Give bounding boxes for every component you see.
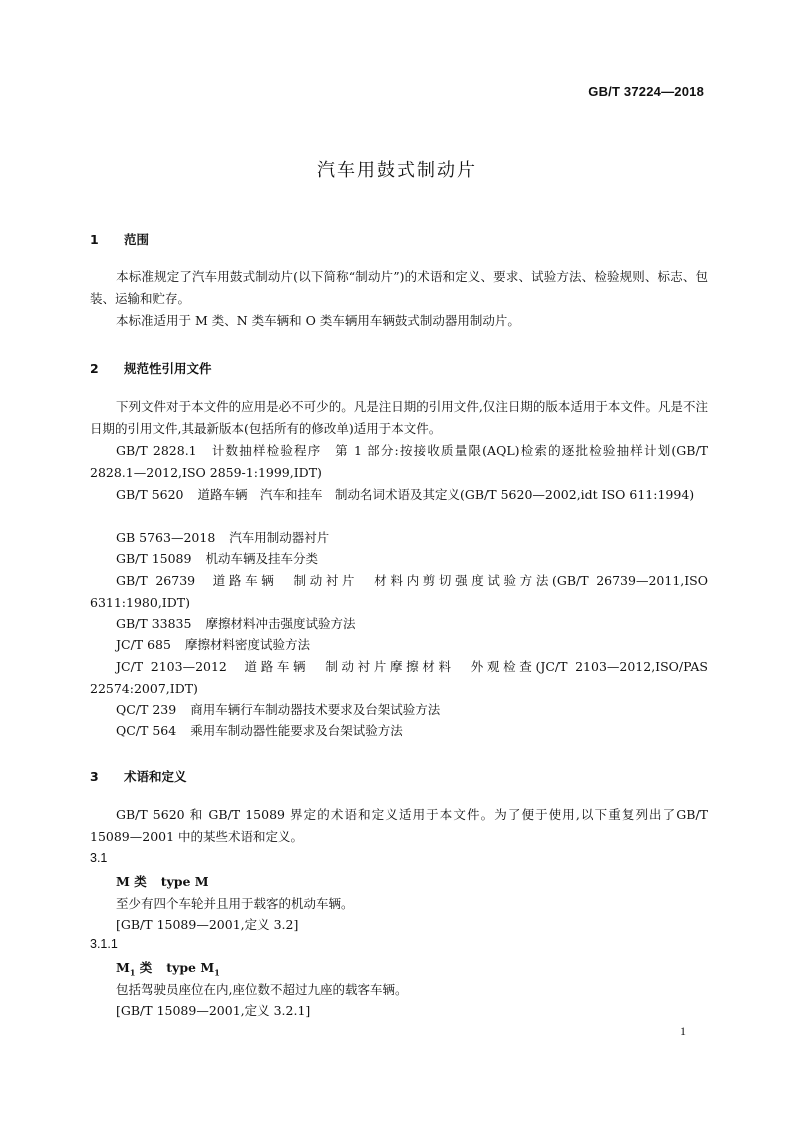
term-definition: 至少有四个车轮并且用于载客的机动车辆。 [116, 896, 354, 911]
section-2-heading: 2 规范性引用文件 [90, 361, 212, 376]
reference-item: GB/T 26739 道路车辆 制动衬片 材料内剪切强度试验方法(GB/T 26739—2011,ISO 6311:1980,IDT) [90, 573, 708, 610]
section-3-heading: 3 术语和定义 [90, 769, 187, 784]
section-title: 规范性引用文件 [124, 361, 212, 376]
section-1-heading [90, 230, 149, 248]
reference-item: JC/T 2103—2012 道路车辆 制动衬片摩擦材料 外观检查(JC/T 2103—2012,ISO/PAS 22574:2007,IDT) [90, 659, 708, 696]
section-title: 范围 [124, 232, 150, 247]
section-3-intro: GB/T 5620 和 GB/T 15089 界定的术语和定义适用于本文件。为了便于使用,以下重复列出了GB/T 15089—2001 中的某些术语和定义。 [90, 807, 708, 844]
section-1-paragraph-1: 本标准规定了汽车用鼓式制动片(以下简称“制动片”)的术语和定义、要求、试验方法、检验规则、标志、包装、运输和贮存。 [90, 269, 708, 306]
section-title: 术语和定义 [124, 769, 187, 784]
clause-number: 3.1 [90, 851, 108, 865]
term-source: [GB/T 15089—2001,定义 3.2] [116, 917, 299, 932]
reference-item: GB 5763—2018 汽车用制动器衬片 [116, 530, 330, 545]
standard-code: GB/T 37224—2018 [588, 84, 704, 99]
section-2-intro: 下列文件对于本文件的应用是必不可少的。凡是注日期的引用文件,仅注日期的版本适用于本文件。凡是不注日期的引用文件,其最新版本(包括所有的修改单)适用于本文件。 [90, 399, 708, 436]
term-definition: 包括驾驶员座位在内,座位数不超过九座的载客车辆。 [116, 982, 408, 997]
reference-item: QC/T 564 乘用车制动器性能要求及台架试验方法 [116, 723, 403, 738]
term-heading: $M_1$ 类 type $M_1$ [116, 960, 220, 978]
page-number: 1 [680, 1024, 686, 1038]
section-1-paragraph-2: 本标准适用于 M 类、N 类车辆和 O 类车辆用车辆鼓式制动器用制动片。 [116, 313, 520, 328]
clause-number: 3.1.1 [90, 937, 118, 951]
reference-item: GB/T 2828.1 计数抽样检验程序 第 1 部分:按接收质量限(AQL)检索的逐批检验抽样计划(GB/T 2828.1—2012,ISO 2859-1:1999,IDT) [90, 443, 708, 480]
document-title: 汽车用鼓式制动片 [317, 160, 477, 181]
reference-item: GB/T 5620 道路车辆 汽车和挂车 制动名词术语及其定义(GB/T 5620—2002,idt ISO 611:1994) [116, 487, 695, 502]
term-heading: M 类 type M [116, 874, 209, 889]
term-source: [GB/T 15089—2001,定义 3.2.1] [116, 1003, 311, 1018]
reference-item: JC/T 685 摩擦材料密度试验方法 [116, 637, 310, 652]
section-number: 1 [90, 232, 99, 247]
reference-item: GB/T 15089 机动车辆及挂车分类 [116, 551, 318, 566]
reference-item: QC/T 239 商用车辆行车制动器技术要求及台架试验方法 [116, 702, 441, 717]
reference-item: GB/T 33835 摩擦材料冲击强度试验方法 [116, 616, 356, 631]
